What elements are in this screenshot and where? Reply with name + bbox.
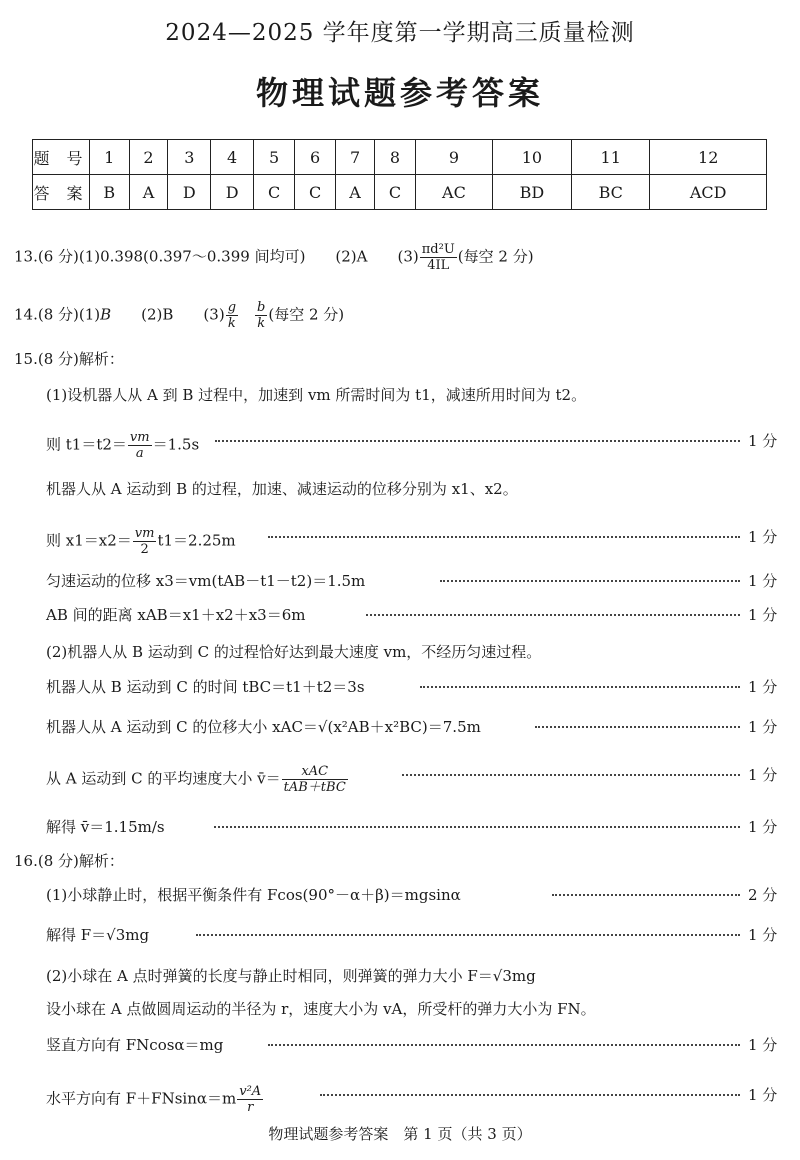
q14-fraction-g-k (226, 300, 238, 331)
frac-den: a (135, 446, 144, 461)
q15-line-7: (2)机器人从 B 运动到 C 的过程恰好达到最大速度 vm，不经历匀速过程。 (46, 643, 542, 661)
q16-head: 16.(8 分)解析： (14, 852, 124, 870)
row-label-answer: 答 案 (33, 175, 90, 210)
frac-num: πd²U (421, 242, 455, 257)
q16-line-3: (2)小球在 A 点时弹簧的长度与静止时相同，则弹簧的弹力大小 F＝√3mg (46, 967, 536, 985)
q15-line-4 (0, 522, 800, 557)
score: 1 分 (748, 766, 778, 784)
number-cell: 4 (211, 140, 254, 175)
score: 1 分 (748, 1086, 778, 1104)
q15-eq-text: 从 A 运动到 C 的平均速度大小 v̄＝ (46, 769, 281, 788)
q14-note: (每空 2 分) (268, 305, 345, 324)
q14-text: 14.(8 分)(1) (14, 305, 101, 324)
frac-den: r (247, 1100, 254, 1115)
q13-line (0, 238, 800, 273)
number-cell: 3 (168, 140, 211, 175)
page-footer: 物理试题参考答案 第 1 页（共 3 页） (268, 1125, 532, 1143)
leader-dots (268, 536, 740, 538)
leader-dots (320, 1094, 740, 1096)
number-cell: 8 (375, 140, 416, 175)
q14-fraction-b-k (255, 300, 267, 331)
q15-line-11: 解得 v̄＝1.15m/s 1 分 (46, 818, 778, 836)
q13-fraction (420, 242, 457, 273)
q15-line-2 (0, 426, 800, 461)
leader-dots (420, 686, 740, 688)
q14-text-2: (2)B (3) (111, 305, 225, 324)
q15-eq-text: 则 x1＝x2＝ (46, 531, 132, 550)
q16-eq-text: 水平方向有 F＋FNsinα＝m (46, 1089, 237, 1108)
answer-cell: BD (492, 175, 571, 210)
q15-line-6: AB 间的距离 xAB＝x1＋x2＋x3＝6m 1 分 (46, 606, 778, 624)
q15-line-5: 匀速运动的位移 x3＝vm(tAB－t1－t2)＝1.5m 1 分 (46, 572, 778, 590)
page-title: 物理试题参考答案 (255, 74, 544, 112)
score: 2 分 (748, 886, 778, 904)
leader-dots (268, 1044, 740, 1046)
q15-line-3: 机器人从 A 运动到 B 的过程，加速、减速运动的位移分别为 x1、x2。 (46, 480, 518, 498)
number-cell: 10 (492, 140, 571, 175)
number-cell: 7 (336, 140, 375, 175)
answer-cell: B (90, 175, 130, 210)
q16-line-5: 竖直方向有 FNcosα＝mg 1 分 (46, 1036, 778, 1054)
score: 1 分 (748, 926, 778, 944)
number-cell: 2 (129, 140, 168, 175)
frac-num: vm (129, 430, 150, 445)
q13-note: (每空 2 分) (457, 247, 534, 266)
q15-line-9: 机器人从 A 运动到 C 的位移大小 xAC＝√(x²AB＋x²BC)＝7.5m 1 分 (46, 718, 778, 736)
q15-line-8: 机器人从 B 运动到 C 的时间 tBC＝t1＋t2＝3s 1 分 (46, 678, 778, 696)
frac-den: 2 (140, 542, 149, 557)
frac-num: xAC (282, 764, 348, 780)
score: 1 分 (748, 572, 778, 590)
frac-den: 4IL (427, 258, 450, 273)
leader-dots (215, 440, 740, 442)
q15-line-10 (0, 760, 800, 795)
answer-cell: C (295, 175, 336, 210)
answer-cell: D (211, 175, 254, 210)
q16-line-1: (1)小球静止时，根据平衡条件有 Fcos(90°－α＋β)＝mgsinα 2 分 (46, 886, 778, 904)
leader-dots (440, 580, 740, 582)
answer-table (32, 139, 767, 210)
q15-line-1: (1)设机器人从 A 到 B 过程中，加速到 vm 所需时间为 t1，减速所用时间为 t2。 (46, 386, 587, 404)
q15-fraction-avg-speed (282, 764, 348, 795)
q15-eq-result: t1＝2.25m (157, 531, 236, 550)
leader-dots (214, 826, 740, 828)
score: 1 分 (748, 1036, 778, 1054)
q15-eq-text: 则 t1＝t2＝ (46, 435, 127, 454)
frac-den: k (257, 316, 266, 331)
score: 1 分 (748, 432, 778, 450)
answer-cell: A (336, 175, 375, 210)
score: 1 分 (748, 718, 778, 736)
answer-cell: C (254, 175, 295, 210)
frac-num: vm (134, 526, 155, 541)
leader-dots (552, 894, 740, 896)
exam-header: 2024—2025 学年度第一学期高三质量检测 (165, 20, 635, 46)
q13-text: 13.(6 分)(1)0.398(0.397～0.399 间均可) (2)A (3) (14, 247, 419, 266)
q14-line (0, 296, 800, 331)
number-cell: 11 (572, 140, 650, 175)
q16-line-4: 设小球在 A 点做圆周运动的半径为 r，速度大小为 vA，所受杆的弹力大小为 FN。 (46, 1000, 596, 1018)
frac-num: b (257, 300, 266, 315)
q14-answer-1: B (100, 305, 112, 324)
frac-den: tAB＋tBC (283, 780, 346, 795)
frac-num: v²A (239, 1084, 262, 1099)
number-cell: 6 (295, 140, 336, 175)
q16-fraction-va2-r (237, 1084, 263, 1115)
q15-eq-result: ＝1.5s (152, 435, 200, 454)
score: 1 分 (748, 678, 778, 696)
leader-dots (535, 726, 740, 728)
answer-cell: A (129, 175, 168, 210)
frac-num: g (227, 300, 237, 315)
answer-cell: BC (572, 175, 650, 210)
score: 1 分 (748, 818, 778, 836)
q15-fraction-vm-2 (133, 526, 157, 557)
number-cell: 12 (650, 140, 767, 175)
score: 1 分 (748, 606, 778, 624)
answer-cell: ACD (650, 175, 767, 210)
leader-dots (366, 614, 740, 616)
q15-fraction-vm-a (128, 430, 152, 461)
score: 1 分 (748, 528, 778, 546)
answer-cell: C (375, 175, 416, 210)
q16-line-6 (0, 1080, 800, 1115)
q15-head: 15.(8 分)解析： (14, 350, 124, 368)
number-cell: 5 (254, 140, 295, 175)
q16-line-2: 解得 F＝√3mg 1 分 (46, 926, 778, 944)
leader-dots (196, 934, 740, 936)
answer-cell: AC (416, 175, 493, 210)
answer-cell: D (168, 175, 211, 210)
number-cell: 1 (90, 140, 130, 175)
frac-den: k (227, 316, 236, 331)
question-number-row (33, 140, 767, 175)
row-label-number: 题 号 (33, 140, 90, 175)
number-cell: 9 (416, 140, 493, 175)
leader-dots (402, 774, 740, 776)
answer-row (33, 175, 767, 210)
